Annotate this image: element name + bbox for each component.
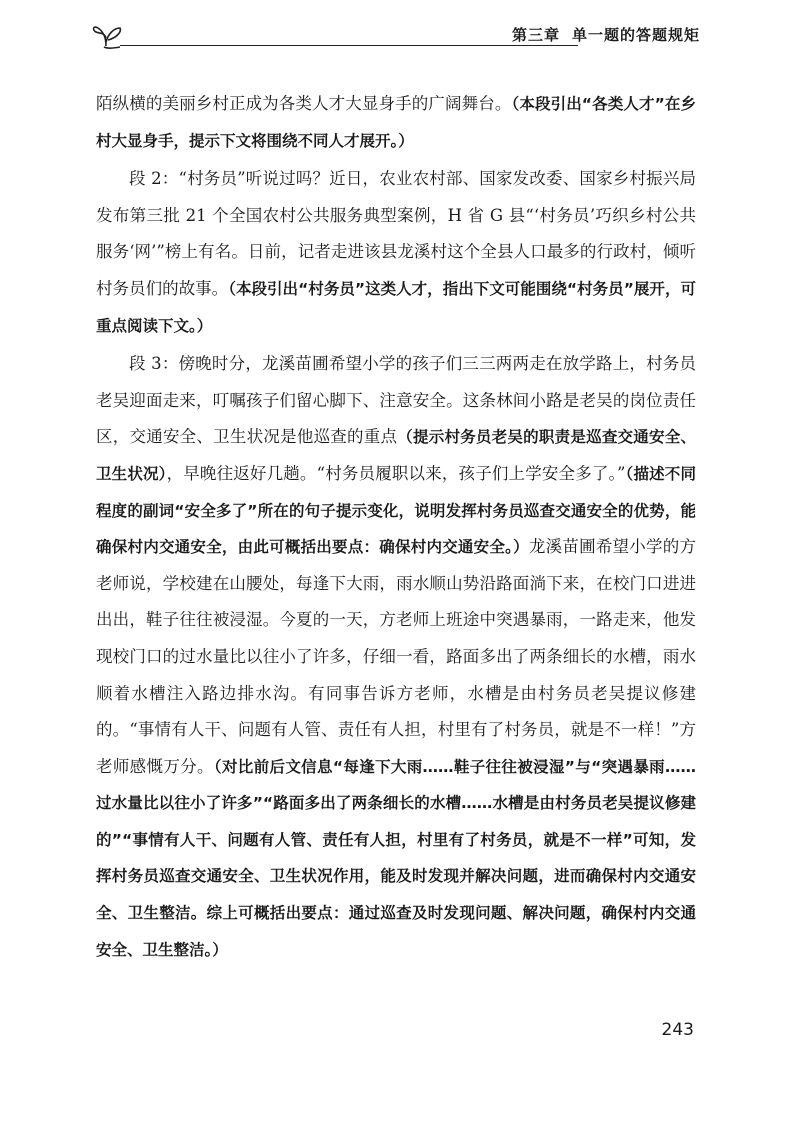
paragraph-2: [96, 161, 696, 344]
paragraph-3-text-2: ，早晚往返好几趟。“村务员履职以来，孩子们上学安全多了。”: [166, 463, 626, 483]
paragraph-1-text: 陌纵横的美丽乡村正成为各类人才大显身手的广阔舞台。: [96, 94, 512, 113]
paragraph-1: [96, 86, 696, 159]
paragraph-2-note: （本段引出“村务员”这类人才，指出下文可能围绕“村务员”展开，可重点阅读下文。）: [96, 279, 696, 335]
paragraph-3-note-1: （提示村务员老吴的职责是巡查交通安全、卫生状况）: [96, 428, 696, 483]
paragraph-3-text: 段 3：傍晚时分，龙溪苗圃希望小学的孩子们三三两两走在放学路上，村务员老吴迎面走来，叮嘱孩子们留心脚下、注意安全。这条林间小路是老吴的岗位责任区，交通安全、卫生状况是他巡查的重点: [96, 354, 696, 447]
paragraph-3-text-3: 龙溪苗圃希望小学的方老师说，学校建在山腰处，每逢下大雨，雨水顺山势沿路面淌下来，在校门口进进出出，鞋子往往被浸湿。今夏的一天，方老师上班途中突遇暴雨，一路走来，他发现校门口的过水量比以往小了许多，仔细一看，路面多出了两条细长的水槽，雨水顺着水槽注入路边排水沟。有同事告诉方老师，水槽是由村务员老吴提议修建的。“事情有人干、问题有人管、责任有人担，村里有了村务员，就是不一样！”方老师感慨万分。: [96, 537, 696, 776]
paragraph-3-note-3: （对比前后文信息“每逢下大雨……鞋子往往被浸湿”与“突遇暴雨……过水量比以往小了许多”“路面多出了两条细长的水槽……水槽是由村务员老吴提议修建的”“事情有人干、问题有人管、责任有人担，村里有了村务员，就是不一样”可知，发挥村务员巡查交通安全、卫生状况作用，能及时发现并解决问题，进而确保村内交通安全、卫生整洁。综上可概括出要点：通过巡查及时发现问题、解决问题，确保村内交通安全、卫生整洁。）: [96, 757, 696, 959]
chapter-name: 单一题的答题规矩: [571, 26, 700, 44]
paragraph-3-note-2: （描述不同程度的副词“安全多了”所在的句子提示变化，说明发挥村务员巡查交通安全的优势，能确保村内交通安全，由此可概括出要点：确保村内交通安全。）: [96, 464, 696, 557]
chapter-number: 第三章: [511, 26, 560, 44]
header-rule: [120, 45, 578, 46]
page-body: [96, 86, 696, 970]
paragraph-2-text: 段 2：“村务员”听说过吗？近日，农业农村部、国家发改委、国家乡村振兴局发布第三批 21 个全国农村公共服务典型案例，H 省 G 县“‘村务员’巧织乡村公共服务‘网’”榜上有名。日前，记者走进该县龙溪村这个全县人口最多的行政村，倾听村务员们的故事。: [96, 169, 696, 298]
chapter-title: [512, 24, 700, 45]
paragraph-3: [96, 346, 696, 968]
sprout-icon: [90, 20, 124, 50]
running-header: [90, 18, 700, 54]
page-number: 243: [661, 1020, 694, 1040]
paragraph-1-note: （本段引出“各类人才”在乡村大显身手，提示下文将围绕不同人才展开。）: [96, 95, 697, 150]
